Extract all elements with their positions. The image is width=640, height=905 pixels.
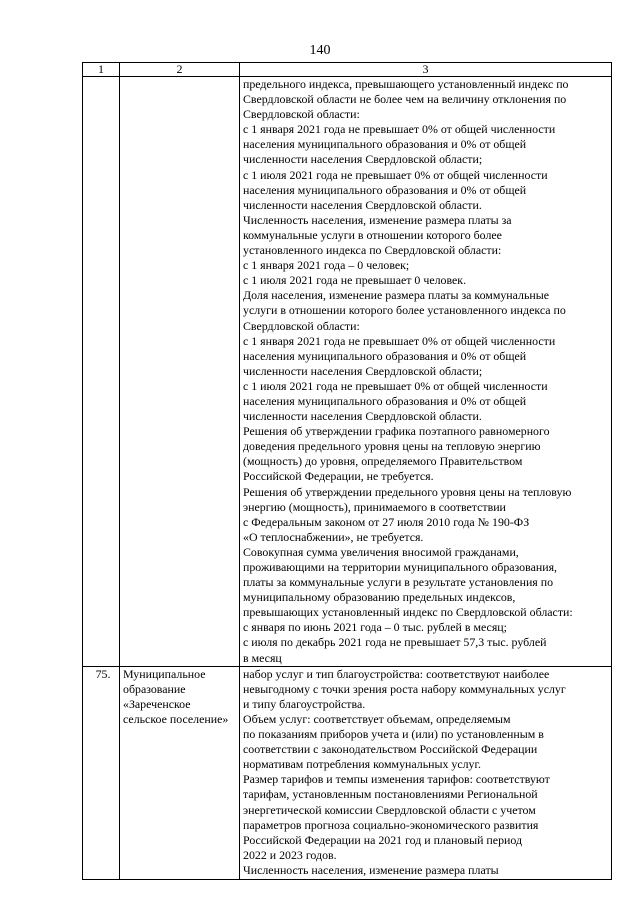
text-line: набор услуг и тип благоустройства: соответствуют наиболее [243,666,550,681]
text-line: энергетической комиссии Свердловской области с учетом [243,802,536,817]
text-line: Муниципальное [123,666,206,681]
header-col-3: 3 [240,63,612,77]
text-line: предельного индекса, превышающего установленный индекс по [243,77,569,91]
text-line: населения муниципального образования и 0% от общей [243,182,527,197]
text-line: невыгодному с точки зрения роста набору коммунальных услуг [243,681,566,696]
text-line: Размер тарифов и темпы изменения тарифов: соответствуют [243,772,550,787]
text-line: с Федеральным законом от 27 июля 2010 года № 190-ФЗ [243,514,530,529]
row-number-cell [83,77,120,667]
page-number: 140 [309,43,331,58]
description-cell [240,666,612,879]
text-line: муниципальному образованию предельных индексов, [243,590,516,605]
municipality-cell [120,77,240,667]
text-line: нормативам потребления коммунальных услуг. [243,757,481,772]
text-line: Свердловской области: [243,318,360,333]
description-cell [240,77,612,667]
text-line: Доля населения, изменение размера платы за коммунальные [243,288,550,303]
text-line: Свердловской области: [243,107,360,122]
document-table [82,62,612,880]
text-line: населения муниципального образования и 0% от общей [243,348,527,363]
text-line: превышающих установленный индекс по Свердловской области: [243,605,573,620]
text-line: установленного индекса по Свердловской области: [243,243,502,258]
text-line: образование [123,681,186,696]
text-line: услуги в отношении которого более установленного индекса по [243,303,566,318]
text-line: 2022 и 2023 годов. [243,847,337,862]
text-line: Решения об утверждении графика поэтапного равномерного [243,424,550,439]
row-number-cell [83,666,120,879]
text-line: проживающими на территории муниципального образования, [243,560,558,574]
text-line: «О теплоснабжении», не требуется. [243,529,424,544]
text-line: Решения об утверждении предельного уровня цены на тепловую [243,484,572,499]
text-line: населения муниципального образования и 0% от общей [243,137,527,152]
text-line: Численность населения, изменение размера платы за [243,212,512,227]
text-line: тарифам, установленным постановлениями Региональной [243,787,538,802]
text-line: численности населения Свердловской области. [243,197,482,212]
text-line: с 1 июля 2021 года не превышает 0% от общей численности [243,378,548,393]
text-line: «Зареченское [123,696,191,711]
text-line: с июля по декабрь 2021 года не превышает 57,3 тыс. рублей [243,635,547,650]
row-number: 75. [95,666,111,681]
table-row [83,77,612,667]
text-line: коммунальные услуги в отношении которого более [243,227,502,242]
municipality-cell [120,666,240,879]
table-header-row [83,63,612,77]
text-line: Российской Федерации, не требуется. [243,469,434,484]
text-line: (мощность) до уровня, определяемого Правительством [243,454,523,469]
text-line: Российской Федерации на 2021 год и плановый период [243,832,523,847]
text-line: численности населения Свердловской области; [243,152,483,167]
text-line: соответствии с законодательством Российской Федерации [243,742,538,757]
text-line: в месяц [243,650,282,665]
table-row [83,666,612,879]
text-line: Совокупная сумма увеличения вносимой гражданами, [243,544,519,559]
text-line: Свердловской области не более чем на величину отклонения по [243,92,567,107]
text-line: численности населения Свердловской области; [243,363,483,378]
header-col-2: 2 [120,63,240,77]
text-line: по показаниям приборов учета и (или) по установленным в [243,727,544,742]
text-line: и типу благоустройства. [243,696,366,711]
text-line: Объем услуг: соответствует объемам, определяемым [243,711,511,726]
text-line: с 1 июля 2021 года не превышает 0 человек. [243,273,467,288]
text-line: доведения предельного уровня цены на тепловую энергию [243,439,541,454]
text-line: с 1 января 2021 года не превышает 0% от общей численности [243,122,556,137]
text-line: с 1 января 2021 года – 0 человек; [243,258,410,273]
header-col-1: 1 [83,63,120,77]
text-line: платы за коммунальные услуги в результате установления по [243,575,554,590]
text-line: населения муниципального образования и 0% от общей [243,393,527,408]
text-line: параметров прогноза социально-экономического развития [243,817,539,832]
text-line: численности населения Свердловской области. [243,409,482,424]
text-line: с 1 января 2021 года не превышает 0% от общей численности [243,333,556,348]
text-line: с 1 июля 2021 года не превышает 0% от общей численности [243,167,548,182]
text-line: с января по июнь 2021 года – 0 тыс. рублей в месяц; [243,620,507,635]
text-line: сельское поселение» [123,711,229,726]
text-line: Численность населения, изменение размера платы [243,862,499,877]
text-line: энергию (мощность), принимаемого в соответствии [243,499,506,514]
